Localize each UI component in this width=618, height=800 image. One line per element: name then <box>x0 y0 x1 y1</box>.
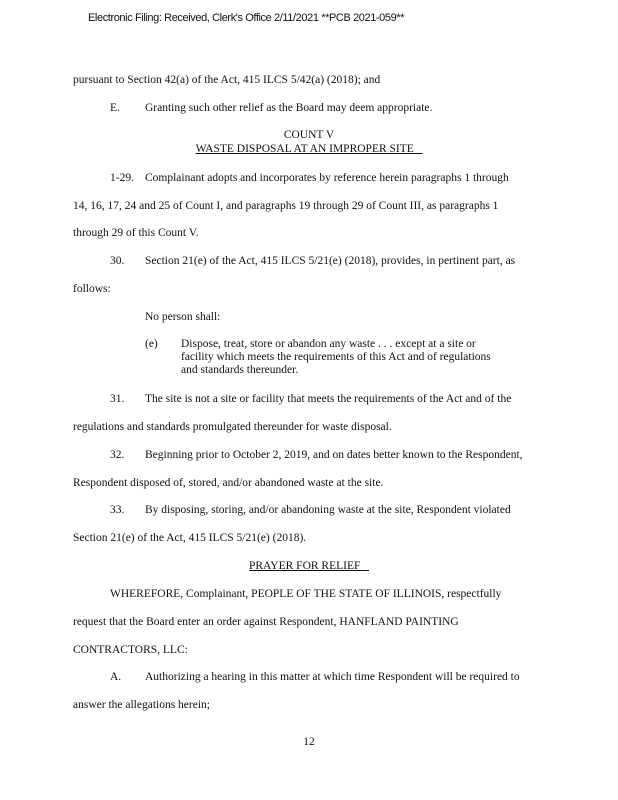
para-30-number: 30. <box>110 255 125 267</box>
prayer-line3: CONTRACTORS, LLC: <box>73 644 188 656</box>
para-1-29-line1: Complainant adopts and incorporates by reference herein paragraphs 1 through <box>145 172 509 184</box>
para-1-29-line2: 14, 16, 17, 24 and 25 of Count I, and paragraphs 19 through 29 of Count III, as paragraphs 1 <box>73 200 499 212</box>
prev-paragraph-line: pursuant to Section 42(a) of the Act, 415 ILCS 5/42(a) (2018); and <box>73 74 381 86</box>
para-30-line1: Section 21(e) of the Act, 415 ILCS 5/21(e) (2018), provides, in pertinent part, as <box>145 255 516 267</box>
para-32-line2: Respondent disposed of, stored, and/or abandoned waste at the site. <box>73 477 384 489</box>
prayer-line1: WHEREFORE, Complainant, PEOPLE OF THE STATE OF ILLINOIS, respectfully <box>110 588 502 600</box>
para-33-number: 33. <box>110 504 125 516</box>
para-32-number: 32. <box>110 449 125 461</box>
item-e-label: E. <box>110 102 120 114</box>
para-33-line1: By disposing, storing, and/or abandoning waste at the site, Respondent violated <box>145 504 511 516</box>
item-e-text: Granting such other relief as the Board may deem appropriate. <box>145 102 433 114</box>
quote-label: (e) <box>145 338 158 350</box>
quote-intro: No person shall: <box>145 311 221 323</box>
prayer-heading <box>0 559 618 573</box>
para-33-line2: Section 21(e) of the Act, 415 ILCS 5/21(e) (2018). <box>73 532 307 544</box>
prayer-heading-text: PRAYER FOR RELIEF <box>248 560 361 572</box>
para-30-line2: follows: <box>73 283 111 295</box>
prayer-item-a-label: A. <box>110 671 122 683</box>
count-title-text: WASTE DISPOSAL AT AN IMPROPER SITE <box>195 143 414 155</box>
page-number: 12 <box>303 736 315 748</box>
para-1-29-line3: through 29 of this Count V. <box>73 227 199 239</box>
prayer-item-a-line1: Authorizing a hearing in this matter at which time Respondent will be required to <box>145 671 520 683</box>
quote-line1: Dispose, treat, store or abandon any waste . . . except at a site or <box>181 338 476 350</box>
para-32-line1: Beginning prior to October 2, 2019, and on dates better known to the Respondent, <box>145 449 523 461</box>
prayer-item-a-line2: answer the allegations herein; <box>73 699 210 711</box>
filing-stamp-header: Electronic Filing: Received, Clerk's Office 2/11/2021 **PCB 2021-059** <box>88 12 405 24</box>
para-31-line2: regulations and standards promulgated thereunder for waste disposal. <box>73 421 392 433</box>
prayer-line2: request that the Board enter an order against Respondent, HANFLAND PAINTING <box>73 616 459 628</box>
count-number: COUNT V <box>283 129 335 141</box>
quote-line2: facility which meets the requirements of this Act and of regulations <box>181 351 491 363</box>
count-title <box>0 142 618 156</box>
para-31-line1: The site is not a site or facility that meets the requirements of the Act and of the <box>145 393 512 405</box>
para-1-29-number: 1-29. <box>110 172 134 184</box>
para-31-number: 31. <box>110 393 125 405</box>
quote-line3: and standards thereunder. <box>181 364 299 376</box>
